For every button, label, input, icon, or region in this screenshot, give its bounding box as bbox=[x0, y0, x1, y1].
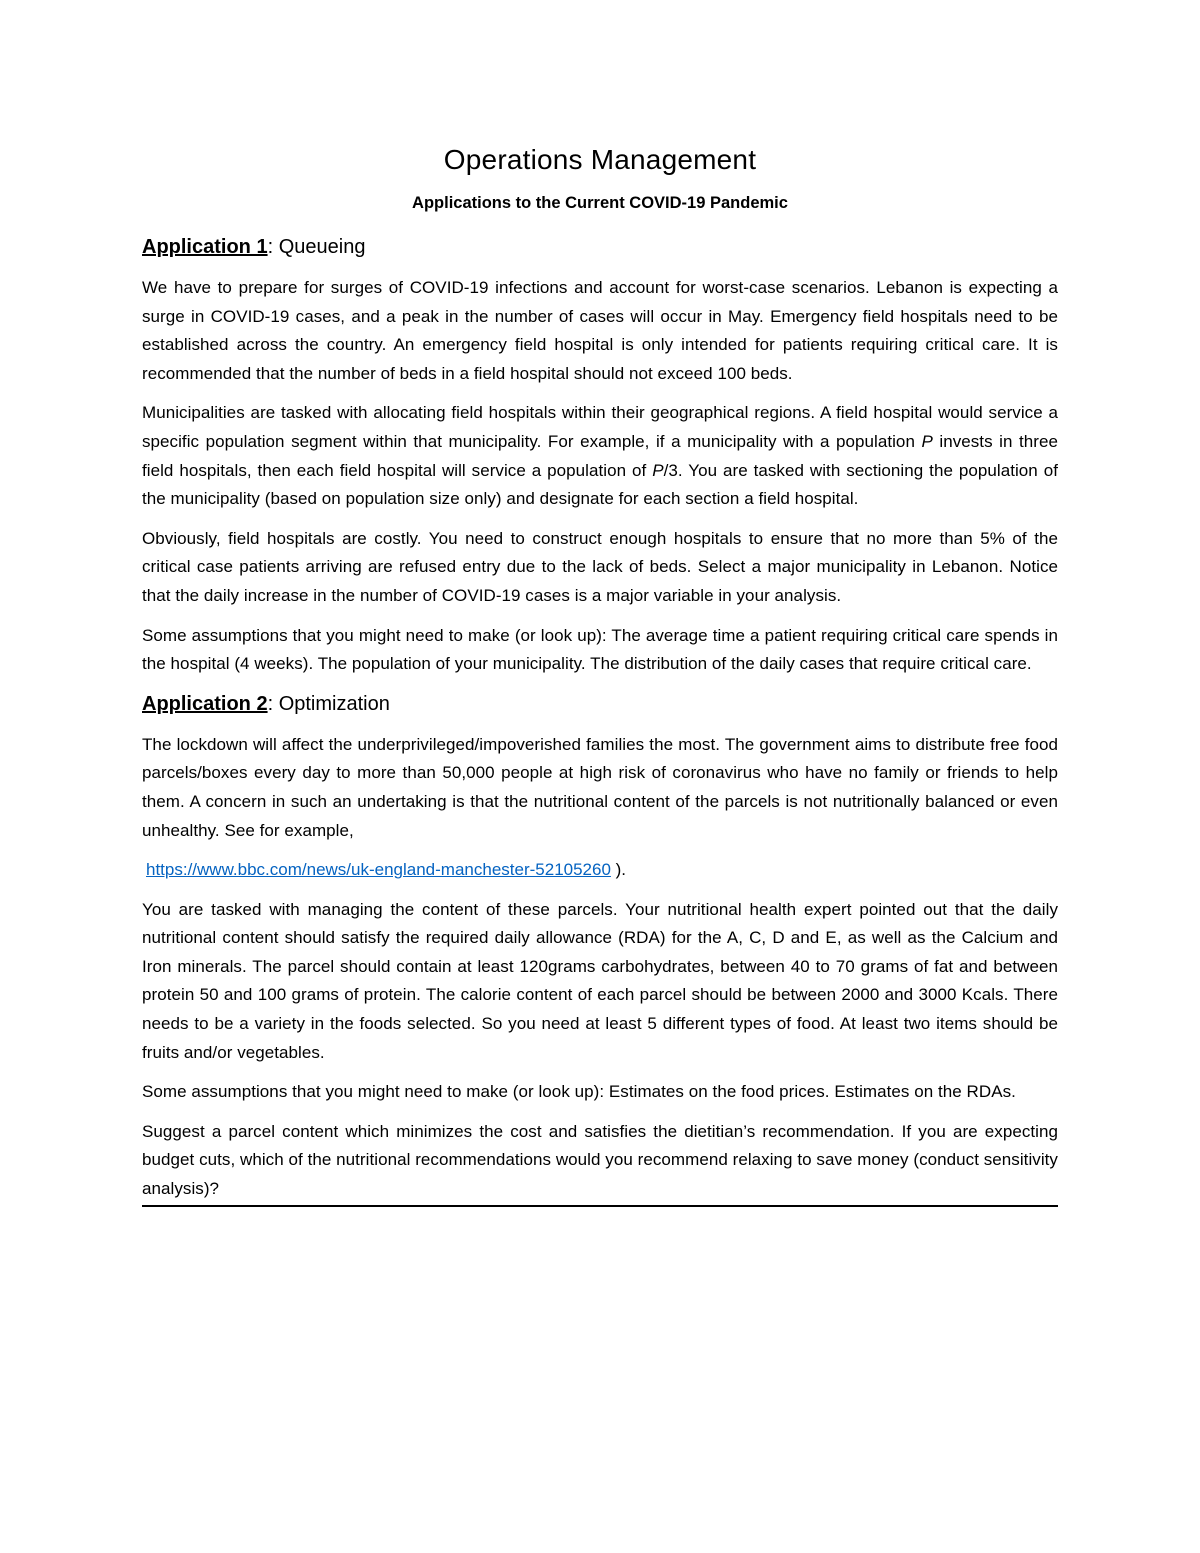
link-suffix: ). bbox=[610, 860, 627, 880]
application-1-heading bbox=[142, 234, 1058, 260]
application-2-heading bbox=[142, 691, 1058, 717]
application-2-paragraph-1: The lockdown will affect the underprivileged/impoverished families the most. The government aims to distribute free food parcels/boxes every day to more than 50,000 people at high risk of coronavirus who have no family or friends to help them. A concern in such an undertaking is that the nutritional content of the parcels is not nutritionally balanced or even unhealthy. See for example, bbox=[142, 734, 1058, 840]
application-1-paragraph-1: We have to prepare for surges of COVID-19 infections and account for worst-case scenarios. Lebanon is expecting a surge in COVID-19 cases, and a peak in the number of cases will occur in May. Emergency field hospitals need to be established across the country. An emergency field hospital is only intended for patients requiring critical care. It is recommended that the number of beds in a field hospital should not exceed 100 beds. bbox=[142, 278, 1058, 383]
application-2-paragraph-4: Suggest a parcel content which minimizes the cost and satisfies the dietitian’s recommendation. If you are expecting budget cuts, which of the nutritional recommendations would you recommend relaxing to save money (conduct sensitivity analysis)? bbox=[142, 1118, 1058, 1207]
application-2-topic: Optimization bbox=[273, 692, 390, 715]
application-1-topic: Queueing bbox=[273, 236, 366, 258]
application-2-section bbox=[142, 691, 1058, 1207]
application-1-paragraph-2 bbox=[142, 399, 1058, 513]
paragraph-text: /3. You are tasked with sectioning the population of the municipality (based on population size only) and designate for each section a field hospital. bbox=[142, 460, 1058, 509]
application-2-colon: : bbox=[267, 692, 274, 715]
application-2-paragraph-3: Some assumptions that you might need to make (or look up): Estimates on the food prices. Estimates on the RDAs. bbox=[142, 1082, 1016, 1102]
application-1-section bbox=[142, 234, 1058, 679]
population-variable: P bbox=[652, 460, 664, 480]
document-page bbox=[142, 142, 1058, 1218]
document-title: Operations Management bbox=[443, 144, 757, 175]
document-subtitle: Applications to the Current COVID-19 Pandemic bbox=[412, 194, 788, 212]
application-2-paragraph-2: You are tasked with managing the content of these parcels. Your nutritional health expert pointed out that the daily nutritional content should satisfy the required daily allowance (RDA) for the A, C, D and E, as well as the Calcium and Iron minerals. The parcel should contain at least 120grams carbohydrates, between 40 to 70 grams of fat and between protein 50 and 100 grams of protein. The calorie content of each parcel should be between 2000 and 3000 Kcals. There needs to be a variety in the foods selected. So you need at least 5 different types of food. At least two items should be fruits and/or vegetables. bbox=[142, 899, 1058, 1062]
application-1-colon: : bbox=[267, 236, 274, 258]
application-1-label: Application 1 bbox=[142, 236, 268, 258]
application-2-label: Application 2 bbox=[142, 692, 268, 715]
bbc-news-link[interactable]: https://www.bbc.com/news/uk-england-manchester-52105260 bbox=[146, 860, 611, 880]
population-variable: P bbox=[921, 431, 933, 451]
paragraph-text: Municipalities are tasked with allocating field hospitals within their geographical regions. A field hospital would service a specific population segment within that municipality. For example, if a municipality with a population bbox=[142, 403, 1058, 451]
application-1-paragraph-3: Obviously, field hospitals are costly. You need to construct enough hospitals to ensure that no more than 5% of the critical case patients arriving are refused entry due to the lack of beds. Select a major municipality in Lebanon. Notice that the daily increase in the number of COVID-19 cases is a major variable in your analysis. bbox=[142, 528, 1058, 605]
paragraph-text: invests in three field hospitals, then each field hospital will service a population of bbox=[142, 431, 1058, 480]
reference-link-line bbox=[142, 856, 1058, 885]
application-1-paragraph-4: Some assumptions that you might need to make (or look up): The average time a patient requiring critical care spends in the hospital (4 weeks). The population of your municipality. The distribution of the daily cases that require critical care. bbox=[142, 625, 1058, 674]
